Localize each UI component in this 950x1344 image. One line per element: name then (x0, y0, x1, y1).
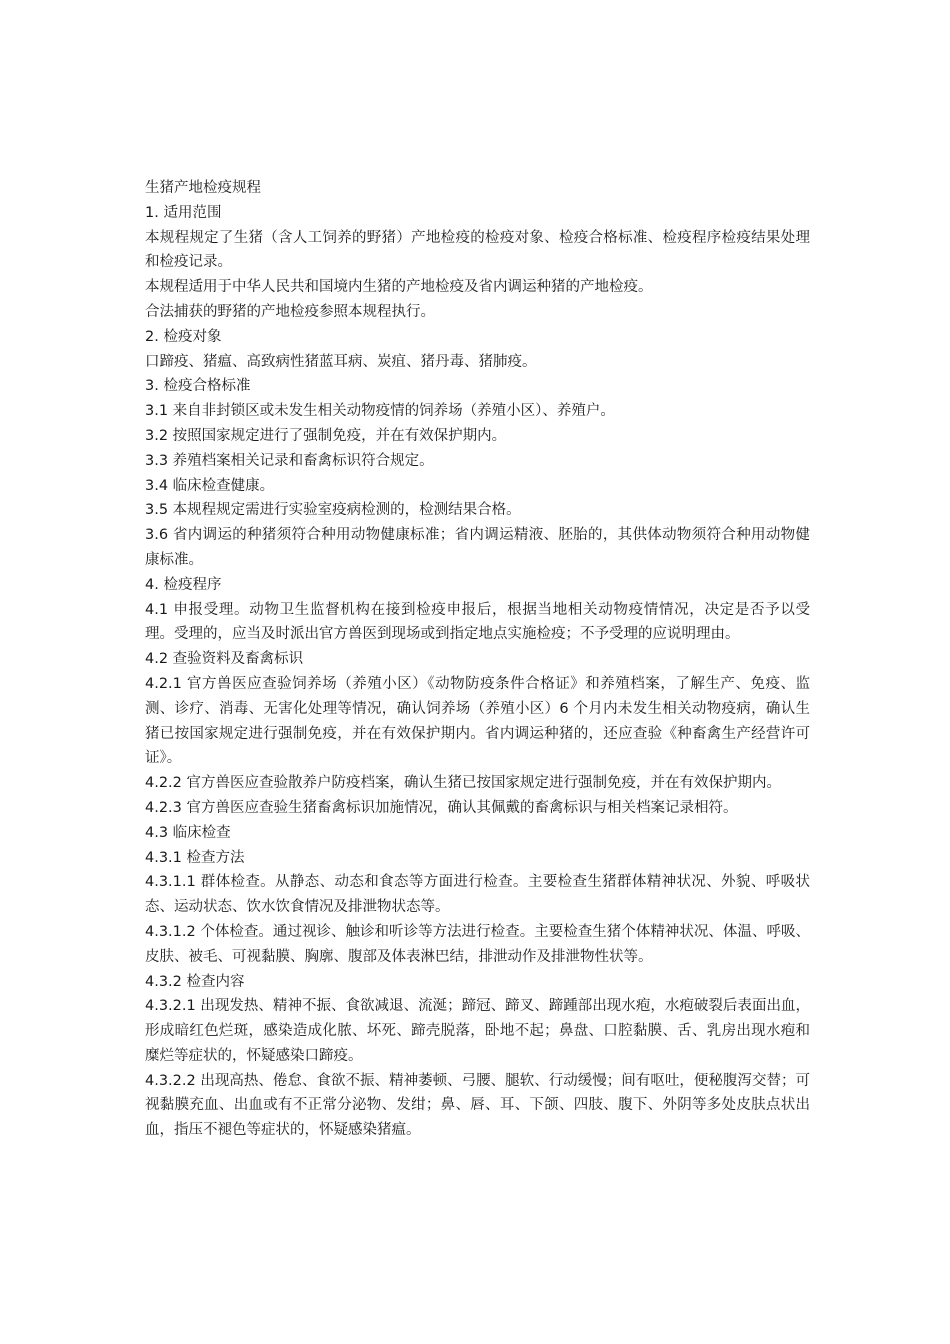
paragraph: 合法捕获的野猪的产地检疫参照本规程执行。 (145, 303, 435, 320)
paragraph: 3.3 养殖档案相关记录和畜禽标识符合规定。 (145, 452, 434, 469)
paragraph: 本规程规定了生猪（含人工饲养的野猪）产地检疫的检疫对象、检疫合格标准、检疫程序检疫结果处理和检疫记录。 (145, 229, 810, 271)
paragraph: 口蹄疫、猪瘟、高致病性猪蓝耳病、炭疽、猪丹毒、猪肺疫。 (145, 353, 537, 370)
paragraph: 4.3.1.2 个体检查。通过视诊、触诊和听诊等方法进行检查。主要检查生猪个体精神状况、体温、呼吸、皮肤、被毛、可视黏膜、胸廓、腹部及体表淋巴结，排泄动作及排泄物性状等。 (145, 923, 810, 965)
section-heading: 2. 检疫对象 (145, 328, 222, 345)
paragraph: 4.3.2.1 出现发热、精神不振、食欲减退、流涎；蹄冠、蹄叉、蹄踵部出现水疱，水疱破裂后表面出血，形成暗红色烂斑，感染造成化脓、坏死、蹄壳脱落，卧地不起；鼻盘、口腔黏膜、舌、乳房出现水疱和糜烂等症状的，怀疑感染口蹄疫。 (145, 998, 810, 1064)
paragraph: 本规程适用于中华人民共和国境内生猪的产地检疫及省内调运种猪的产地检疫。 (145, 279, 653, 296)
section-heading: 1. 适用范围 (145, 204, 222, 221)
subsection-heading: 4.3.2 检查内容 (145, 973, 245, 990)
paragraph: 4.2.1 官方兽医应查验饲养场（养殖小区）《动物防疫条件合格证》和养殖档案，了解生产、免疫、监测、诊疗、消毒、无害化处理等情况，确认饲养场（养殖小区）6 个月内未发生相关动物疫病，确认生猪已按国家规定进行强制免疫，并在有效保护期内。省内调运种猪的，还应查验《种畜禽生产经营许可证》。 (145, 675, 810, 767)
subsection-heading: 4.2 查验资料及畜禽标识 (145, 651, 304, 668)
paragraph: 3.1 来自非封锁区或未发生相关动物疫情的饲养场（养殖小区）、养殖户。 (145, 403, 615, 420)
paragraph: 3.6 省内调运的种猪须符合种用动物健康标准；省内调运精液、胚胎的，其供体动物须符合种用动物健康标准。 (145, 527, 810, 568)
section-heading: 3. 检疫合格标准 (145, 378, 251, 395)
document-body (145, 176, 810, 1143)
section-heading: 4. 检疫程序 (145, 576, 222, 593)
subsection-heading: 4.3.1 检查方法 (145, 849, 245, 866)
paragraph: 3.2 按照国家规定进行了强制免疫，并在有效保护期内。 (145, 427, 507, 444)
paragraph: 4.1 申报受理。动物卫生监督机构在接到检疫申报后，根据当地相关动物疫情情况，决定是否予以受理。受理的，应当及时派出官方兽医到现场或到指定地点实施检疫；不予受理的应说明理由。 (145, 601, 810, 643)
paragraph: 4.2.3 官方兽医应查验生猪畜禽标识加施情况，确认其佩戴的畜禽标识与相关档案记录相符。 (145, 799, 738, 816)
paragraph: 4.2.2 官方兽医应查验散养户防疫档案，确认生猪已按国家规定进行强制免疫，并在有效保护期内。 (145, 775, 781, 792)
paragraph: 4.3.1.1 群体检查。从静态、动态和食态等方面进行检查。主要检查生猪群体精神状况、外貌、呼吸状态、运动状态、饮水饮食情况及排泄物状态等。 (145, 874, 810, 916)
document-title: 生猪产地检疫规程 (145, 180, 261, 196)
paragraph: 4.3.2.2 出现高热、倦怠、食欲不振、精神萎顿、弓腰、腿软、行动缓慢；间有呕吐，便秘腹泻交替；可视黏膜充血、出血或有不正常分泌物、发绀；鼻、唇、耳、下颌、四肢、腹下、外阴等多处皮肤点状出血，指压不褪色等症状的，怀疑感染猪瘟。 (145, 1072, 810, 1139)
subsection-heading: 4.3 临床检查 (145, 824, 231, 841)
paragraph: 3.4 临床检查健康。 (145, 477, 275, 494)
paragraph: 3.5 本规程规定需进行实验室疫病检测的，检测结果合格。 (145, 502, 521, 519)
